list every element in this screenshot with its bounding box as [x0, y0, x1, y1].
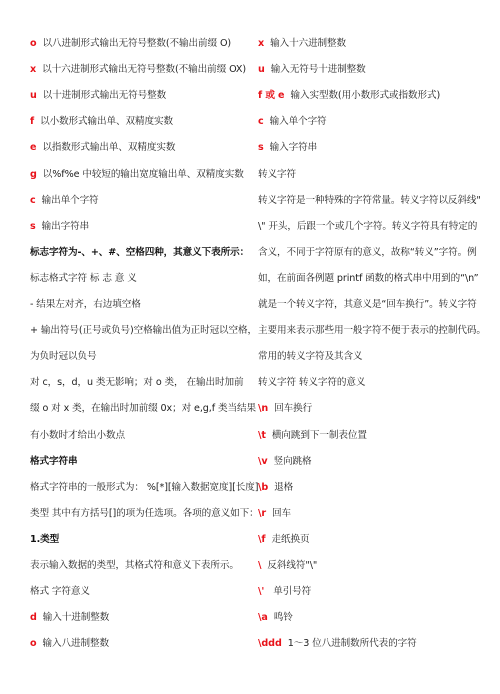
format-key: c: [258, 116, 264, 128]
right-line: [258, 246, 490, 259]
line-text: 如，在前面各例题 printf 函数的格式串中用到的“\n”: [258, 272, 479, 284]
right-line: [258, 611, 490, 624]
right-line: [258, 429, 490, 442]
format-key: f: [30, 116, 35, 128]
left-line: [30, 429, 252, 442]
left-line: [30, 298, 252, 311]
format-key: \t: [258, 429, 266, 441]
line-text: 输入无符号十进制整数: [270, 64, 366, 76]
right-line: [258, 168, 490, 181]
format-key: \a: [258, 612, 268, 624]
left-line: [30, 376, 252, 389]
left-line: [30, 37, 252, 50]
left-line: [30, 507, 259, 520]
left-line: [30, 272, 252, 285]
line-text: 表示输入数据的类型，其格式符和意义下表所示。: [30, 560, 239, 571]
line-text: 输入字符串: [269, 142, 318, 154]
format-key: \v: [258, 455, 268, 467]
left-line: [30, 89, 252, 102]
line-text: 输出字符串: [41, 220, 90, 232]
right-line: [258, 141, 490, 154]
line-text: 输入十六进制整数: [270, 38, 347, 49]
right-line: [258, 481, 490, 494]
left-line: [30, 585, 252, 598]
left-line: [30, 559, 252, 572]
right-line: [258, 63, 490, 76]
right-line: [258, 115, 490, 128]
line-text: 回车: [272, 507, 292, 519]
format-key: g: [30, 168, 37, 180]
right-line: [258, 350, 490, 363]
line-text: 类型 其中有方括号[]的项为任选项。各项的意义如下：: [30, 507, 259, 519]
right-line: [258, 272, 490, 285]
right-line: [258, 585, 490, 598]
line-text: 以十进制形式输出无符号整数: [42, 90, 167, 102]
right-line: [258, 376, 490, 389]
left-line: [30, 194, 252, 207]
left-line: [30, 402, 256, 415]
line-text: 输入单个字符: [269, 116, 327, 128]
line-text: 含义，不同于字符原有的意义，故称“转义”字符。例: [258, 246, 477, 258]
format-key: d: [30, 612, 37, 624]
left-line: [30, 350, 252, 363]
line-text: 以十六进制形式输出无符号整数(不输出前缀 OX): [42, 64, 247, 76]
line-text: 以八进制形式输出无符号整数(不输出前缀 O): [42, 38, 232, 49]
format-key: f 或 e: [258, 90, 285, 102]
right-line: [258, 507, 490, 520]
format-key: \b: [258, 481, 269, 493]
left-line: [30, 324, 258, 337]
format-key: x: [30, 64, 37, 76]
line-text: 常用的转义字符及其含义: [258, 351, 363, 363]
section-heading: 1.类型: [30, 533, 60, 545]
line-text: 就是一个转义字符，其意义是“回车换行”。转义字符: [258, 299, 477, 310]
line-text: 回车换行: [274, 403, 313, 415]
format-key: s: [258, 142, 264, 154]
line-text: 格式 字符意义: [30, 586, 90, 598]
right-line: [258, 298, 490, 311]
line-text: 单引号符: [270, 586, 312, 598]
line-text: + 输出符号(正号或负号)空格输出值为正时冠以空格，: [30, 325, 258, 337]
left-line: [30, 168, 252, 181]
right-line: [258, 220, 490, 233]
line-text: 走纸换页: [271, 533, 310, 545]
right-line: [258, 194, 490, 207]
format-key: o: [30, 38, 37, 49]
line-text: 以%f%e 中较短的输出宽度输出单、双精度实数: [42, 168, 244, 180]
line-text: 以小数形式输出单、双精度实数: [40, 116, 173, 128]
format-key: u: [30, 90, 37, 102]
right-line: [258, 637, 490, 650]
line-text: 转义字符是一种特殊的字符常量。转义字符以反斜线": [258, 194, 481, 206]
format-key: u: [258, 64, 265, 76]
line-text: 转义字符: [258, 168, 296, 180]
format-key: x: [258, 38, 265, 49]
format-key: \n: [258, 403, 269, 415]
right-line: [258, 324, 490, 337]
format-key: \r: [258, 507, 267, 519]
format-key: \f: [258, 533, 266, 545]
line-text: 输入十进制整数: [42, 612, 110, 624]
left-line: [30, 637, 252, 650]
format-key: \': [258, 586, 265, 598]
right-line: [258, 533, 490, 546]
line-text: 鸣铃: [273, 612, 293, 624]
line-text: 格式字符串的一般形式为： %[*][输入数据宽度][长度]: [30, 481, 259, 493]
left-line: [30, 455, 252, 468]
line-text: 反斜线符"\": [267, 560, 318, 571]
section-heading: 标志字符为-、+、#、空格四种，其意义下表所示：: [30, 246, 250, 258]
line-text: 退格: [274, 481, 294, 493]
left-line: [30, 115, 252, 128]
line-text: 竖向跳格: [273, 455, 312, 467]
line-text: 输出单个字符: [41, 194, 99, 206]
line-text: 输入八进制整数: [42, 638, 109, 650]
line-text: 有小数时才给出小数点: [30, 429, 125, 441]
format-key: \ddd: [258, 638, 282, 650]
right-line: [258, 89, 490, 102]
left-line: [30, 63, 252, 76]
line-text: 1～3 位八进制数所代表的字符: [287, 638, 417, 650]
format-key: o: [30, 638, 37, 650]
line-text: - 结果左对齐，右边填空格: [30, 299, 141, 310]
right-line: [258, 559, 490, 572]
line-text: 横向跳到下一制表位置: [271, 429, 367, 441]
left-line: [30, 220, 252, 233]
line-text: 以指数形式输出单、双精度实数: [42, 142, 176, 154]
line-text: 为负时冠以负号: [30, 351, 97, 363]
left-line: [30, 481, 259, 494]
line-text: 缀 o 对 x 类，在输出时加前缀 0x；对 e,g,f 类当结果: [30, 403, 256, 415]
section-heading: 格式字符串: [30, 455, 78, 467]
right-line: [258, 455, 490, 468]
left-line: [30, 611, 252, 624]
line-text: \" 开头，后跟一个或几个字符。转义字符具有特定的: [258, 220, 478, 232]
line-text: 标志格式字符 标 志 意 义: [30, 272, 137, 284]
right-line: [258, 402, 490, 415]
line-text: 转义字符 转义字符的意义: [258, 377, 366, 389]
right-line: [258, 37, 490, 50]
left-line: [30, 141, 252, 154]
line-text: 对 c，s，d，u 类无影响；对 o 类， 在输出时加前: [30, 377, 244, 389]
format-key: e: [30, 142, 37, 154]
line-text: 主要用来表示那些用一般字符不便于表示的控制代码。: [258, 325, 486, 337]
left-line: [30, 246, 252, 259]
format-key: c: [30, 194, 36, 206]
format-key: \: [258, 560, 262, 571]
line-text: 输入实型数(用小数形式或指数形式): [290, 90, 441, 102]
format-key: s: [30, 220, 36, 232]
left-line: [30, 533, 252, 546]
